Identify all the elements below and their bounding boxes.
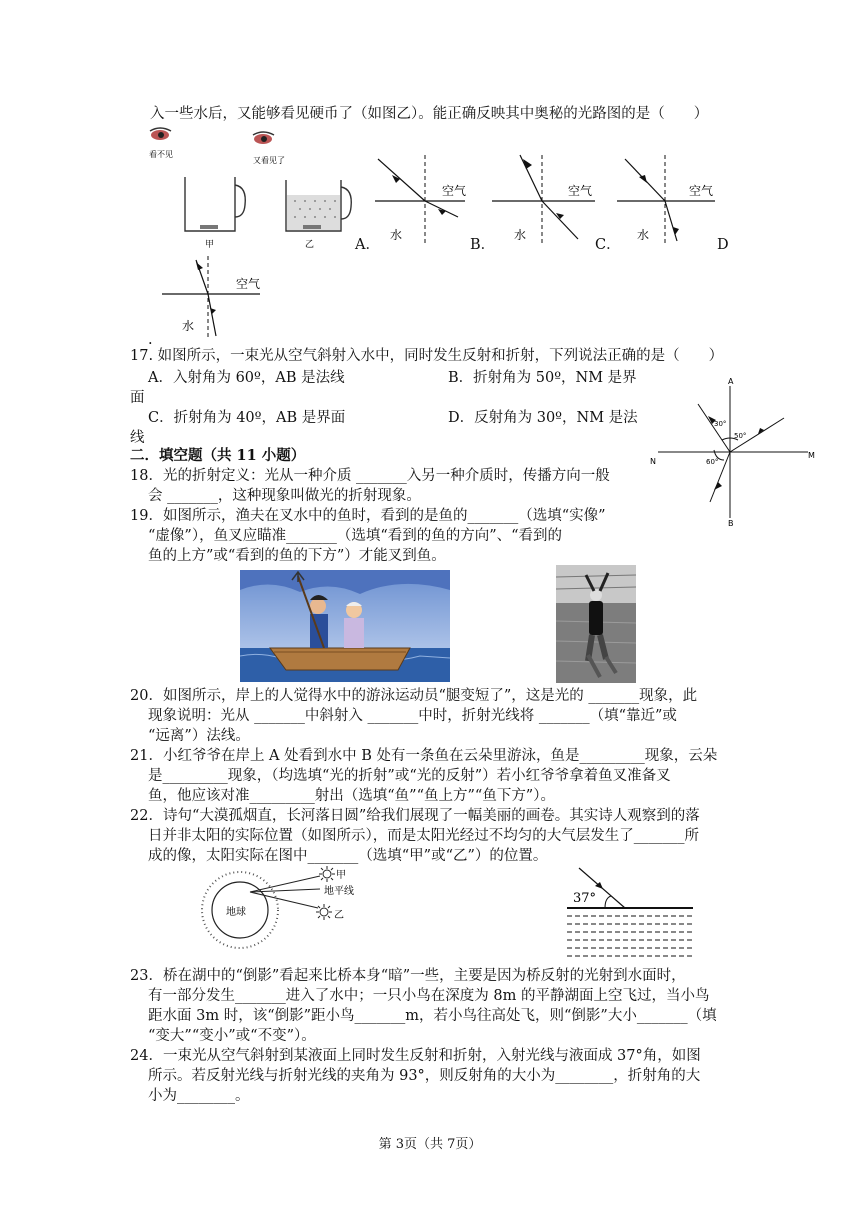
q23-line1: 23．桥在湖中的“倒影”看起来比桥本身“暗”一些，主要是因为桥反射的光射到水面时， [130, 968, 686, 984]
q21-line2: 是_________现象，（均选填“光的折射”或“光的反射”）若小红爷爷拿着鱼叉准备叉 [148, 768, 671, 784]
water-label: 水 [390, 228, 403, 242]
q23-line4: “变大”“变小”或“不变”）。 [148, 1028, 316, 1044]
cup-yi [286, 180, 351, 231]
angle-30: 30° [714, 420, 727, 428]
q17-option-c: C．折射角为 40º，AB 是界面 [148, 410, 346, 426]
air-label: 空气 [689, 184, 714, 198]
option-a-label: A． [355, 237, 380, 253]
option-c-diagram [615, 153, 720, 245]
q20-line2: 现象说明：光从 _______中斜射入 _______中时，折射光线将 _______（填“靠近”或 [148, 708, 677, 724]
sun-icon [319, 866, 335, 882]
q19-line2: “虚像”），鱼叉应瞄准_______（选填“看到的鱼的方向”、“看到的 [148, 528, 563, 544]
option-c-label: C． [595, 237, 621, 253]
q17-option-b-wrap: 面 [130, 390, 145, 406]
water-label: 水 [514, 228, 527, 242]
cup-jia [185, 177, 245, 231]
option-b-label: B． [470, 237, 496, 253]
air-label: 空气 [442, 184, 467, 198]
water-label: 水 [182, 319, 195, 333]
eye2-label: 又看见了 [253, 156, 285, 165]
label-b: B [728, 519, 734, 528]
horizon-label: 地平线 [324, 886, 354, 897]
yi-label: 乙 [334, 910, 344, 921]
eye-icon [150, 128, 171, 140]
q24-line1: 24．一束光从空气斜射到某液面上同时发生反射和折射，入射光线与液面成 37°角，如图 [130, 1048, 701, 1064]
q19-line3: 鱼的上方”或“看到的鱼的下方”）才能叉到鱼。 [148, 548, 446, 564]
q21-line1: 21．小红爷爷在岸上 A 处看到水中 B 处有一条鱼在云朵里游泳，鱼是_________现象，云朵 [130, 748, 718, 764]
liquid-surface-figure [565, 862, 695, 958]
q20-line3: “远离”）法线。 [148, 728, 250, 744]
angle-60: 60° [706, 458, 719, 466]
option-a-diagram [370, 153, 470, 245]
q16-stem-tail: 入一些水后，又能够看见硬币了（如图乙）。能正确反映其中奥秘的光路图的是（ ） [150, 106, 709, 122]
air-label: 空气 [236, 277, 261, 291]
label-a: A [728, 377, 734, 386]
earth-label: 地球 [226, 907, 246, 918]
q17-option-d-wrap: 线 [130, 430, 145, 446]
q17-option-a: A．入射角为 60º，AB 是法线 [148, 370, 345, 386]
q17-option-b: B．折射角为 50º，NM 是界 [448, 370, 637, 386]
cup1-label: 甲 [205, 240, 215, 250]
air-label: 空气 [568, 184, 593, 198]
page-footer: 第 3页（共 7页） [378, 1137, 482, 1152]
q24-line2: 所示。若反射光线与折射光线的夹角为 93°，则反射角的大小为________，折射角的大 [148, 1068, 701, 1084]
q17-option-d: D．反射角为 30º，NM 是法 [448, 410, 638, 426]
q19-line1: 19．如图所示，渔夫在叉水中的鱼时，看到的是鱼的_______（选填“实像” [130, 508, 606, 524]
q22-line3: 成的像，太阳实际在图中_______（选填“甲”或“乙”）的位置。 [148, 848, 548, 864]
q17-stem: 17. 如图所示，一束光从空气斜射入水中，同时发生反射和折射，下列说法正确的是（ ） [130, 348, 724, 364]
angle-37-label: 37° [573, 891, 597, 906]
q23-line2: 有一部分发生_______进入了水中；一只小鸟在深度为 8m 的平静湖面上空飞过，当小鸟 [148, 988, 710, 1004]
q16-end-dot: . [148, 332, 153, 348]
cup2-label: 乙 [305, 240, 315, 250]
q16-cups-figure [145, 125, 360, 255]
q17-figure [648, 374, 820, 530]
eye1-label: 看不见 [149, 150, 173, 159]
q18-line2: 会 _______，这种现象叫做光的折射现象。 [148, 488, 421, 504]
label-n: N [650, 457, 656, 466]
q18-line1: 18．光的折射定义：光从一种介质 _______入另一种介质时，传播方向一般 [130, 468, 610, 484]
angle-50: 50° [734, 432, 747, 440]
option-d-label: D [717, 237, 729, 253]
sun-icon [316, 904, 332, 920]
q22-line2: 日并非太阳的实际位置（如图所示），而是太阳光经过不均匀的大气层发生了_______所 [148, 828, 699, 844]
water-label: 水 [637, 228, 650, 242]
jia-label: 甲 [336, 870, 346, 881]
fisherman-boat-picture [240, 570, 450, 682]
option-d-diagram [160, 256, 265, 338]
q23-line3: 距水面 3m 时，该“倒影”距小鸟_______m，若小鸟往高处飞，则“倒影”大小_______（填 [148, 1008, 717, 1024]
q20-line1: 20．如图所示，岸上的人觉得水中的游泳运动员“腿变短了”，这是光的 _______现象，此 [130, 688, 698, 704]
q22-line1: 22．诗句“大漠孤烟直，长河落日圆”给我们展现了一幅美丽的画卷。其实诗人观察到的落 [130, 808, 700, 824]
earth-sun-figure [200, 862, 370, 954]
q21-line3: 鱼，他应该对准_________射出（选填“鱼”“鱼上方”“鱼下方”）。 [148, 788, 555, 804]
q24-line3: 小为________。 [148, 1088, 250, 1104]
option-b-diagram [490, 153, 600, 245]
label-m: M [808, 451, 815, 460]
section-fill-blank-title: 二．填空题（共 11 小题） [130, 447, 306, 464]
swimmer-picture [556, 565, 636, 683]
eye-icon [253, 132, 274, 144]
